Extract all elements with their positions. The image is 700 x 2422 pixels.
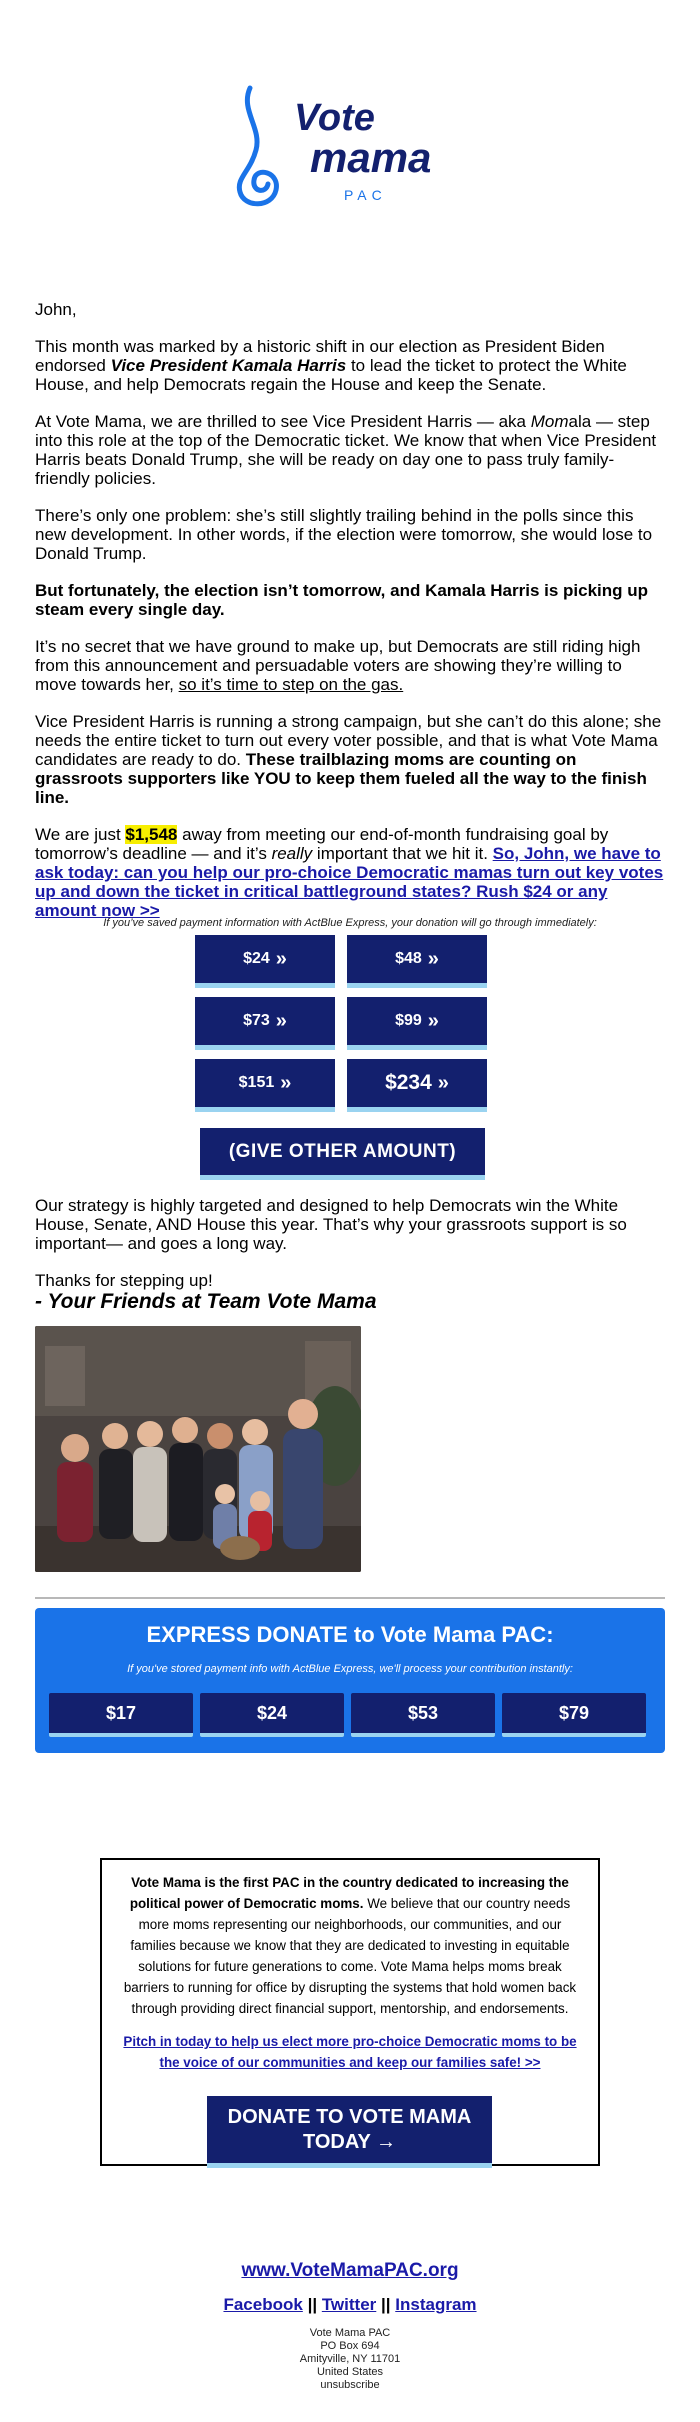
paragraph-4: But fortunately, the election isn’t tomorrow, and Kamala Harris is picking up steam every single day. (35, 581, 649, 619)
double-chevron-icon: » (437, 1071, 449, 1094)
donate-73-button[interactable]: $73 » (195, 997, 335, 1050)
signature: - Your Friends at Team Vote Mama (35, 1290, 377, 1313)
facebook-link[interactable]: Facebook (223, 2295, 303, 2314)
express-donate-17-button[interactable]: $17 (49, 1693, 193, 1737)
paragraph-6: Vice President Harris is running a strong campaign, but she can’t do this alone; she needs the entire ticket to turn out every voter possible, and that is what Vote Mama candidates are ready to do. These trailblazing moms are counting on grassroots supporters like YOU to keep them fueled all the way to the finish line. (35, 712, 662, 807)
double-chevron-icon: » (275, 947, 287, 970)
donate-151-button[interactable]: $151 » (195, 1059, 335, 1112)
express-donate-box (35, 1608, 665, 1753)
about-text: Vote Mama is the first PAC in the country dedicated to increasing the political power of Democratic moms. We believe that our country needs more moms representing our neighborhoods, our communities, and our families because we know that they are dedicated to investing in equitable solutions for future generations to come. Vote Mama helps moms break barriers to running for office by disrupting the systems that hold women back through providing direct financial support, mentorship, and endorsements. (123, 1875, 577, 2016)
closing-paragraph: Our strategy is highly targeted and designed to help Democrats win the White House, Senate, AND House this year. That’s why your grassroots support is so important— and goes a long way. (35, 1196, 627, 1253)
express-donate-79-button[interactable]: $79 (502, 1693, 646, 1737)
address-line: PO Box 694 (320, 2340, 380, 2352)
social-links (0, 2295, 700, 2315)
paragraph-5: It’s no secret that we have ground to make up, but Democrats are still riding high from this announcement and persuadable voters are showing they’re willing to move towards her, so it’s time to step on the gas. (35, 637, 641, 694)
double-chevron-icon: » (427, 947, 439, 970)
address-line: Vote Mama PAC (309, 2327, 391, 2339)
express-donate-note: If you've stored payment info with ActBlue Express, we'll process your contribution instantly: (127, 1663, 573, 1675)
unsubscribe-link[interactable]: unsubscribe (320, 2379, 380, 2391)
swirl-icon (239, 88, 276, 204)
express-donate-title: EXPRESS DONATE to Vote Mama PAC: (146, 1622, 554, 1647)
closing-section (35, 1196, 665, 1332)
twitter-link[interactable]: Twitter (321, 2295, 377, 2314)
goal-amount-highlight: $1,548 (125, 825, 178, 844)
website-link[interactable]: www.VoteMamaPAC.org (241, 2260, 459, 2281)
paragraph-3: There’s only one problem: she’s still slightly trailing behind in the polls since this new development. In other words, if the election were tomorrow, she would lose to Donald Trump. (35, 506, 653, 563)
actblue-note: If you’ve saved payment information with ActBlue Express, your donation will go through immediately: (103, 917, 597, 929)
group-photo-illustration (35, 1326, 361, 1572)
letter-body (35, 300, 665, 938)
rush-donation-link[interactable]: So, John, we have to ask today: can you help our pro-choice Democratic mamas turn out key votes up and down the ticket in critical battleground states? Rush $24 or any amount now >> (35, 844, 664, 920)
kamala-harris-emphasis: Vice President Kamala Harris (110, 356, 347, 375)
double-chevron-icon: » (280, 1071, 292, 1094)
vote-mama-logo (232, 80, 472, 220)
donate-99-button[interactable]: $99 » (347, 997, 487, 1050)
logo-word-mama: mama (310, 134, 432, 181)
donate-to-vote-mama-button[interactable]: DONATE TO VOTE MAMA TODAY → (207, 2096, 492, 2168)
group-photo (35, 1326, 361, 1572)
separator: || (381, 2295, 391, 2314)
donate-234-button[interactable]: $234 » (347, 1059, 487, 1112)
address-line: Amityville, NY 11701 (299, 2353, 401, 2365)
donate-48-button[interactable]: $48 » (347, 935, 487, 988)
paragraph-7: We are just $1,548 away from meeting our end-of-month fundraising goal by tomorrow’s deadline — and it’s really important that we hit it. So, John, we have to ask today: can you help our pro-choice Democratic mamas turn out key votes up and down the ticket in critical battleground states? Rush $24 or any amount now >> (35, 825, 664, 920)
donate-24-button[interactable]: $24 » (195, 935, 335, 988)
logo-word-vote: Vote (294, 97, 375, 139)
section-divider (35, 1597, 665, 1599)
double-chevron-icon: » (275, 1009, 287, 1032)
website-link-row (0, 2260, 700, 2282)
logo-graphic (232, 80, 472, 220)
double-chevron-icon: » (427, 1009, 439, 1032)
instagram-link[interactable]: Instagram (395, 2295, 477, 2314)
address-line: United States (316, 2366, 384, 2378)
pitch-in-link[interactable]: Pitch in today to help us elect more pro-choice Democratic moms to be the voice of our communities and keep our families safe! >> (123, 2034, 577, 2070)
separator: || (307, 2295, 318, 2314)
express-donate-53-button[interactable]: $53 (351, 1693, 495, 1737)
paragraph-1: This month was marked by a historic shift in our election as President Biden endorsed Vice President Kamala Harris to lead the ticket to protect the White House, and help Democrats regain the House and keep the Senate. (35, 337, 627, 394)
give-other-amount-button[interactable]: (GIVE OTHER AMOUNT) (200, 1128, 485, 1180)
logo-word-pac: PAC (344, 187, 387, 203)
greeting: John, (35, 300, 77, 319)
mailing-address (0, 2327, 700, 2392)
about-vote-mama-box (100, 1858, 600, 2166)
paragraph-2: At Vote Mama, we are thrilled to see Vice President Harris — aka Momala — step into this role at the top of the Democratic ticket. We know that when Vice President Harris beats Donald Trump, she will be ready on day one to pass truly family-friendly policies. (35, 412, 657, 488)
express-donate-24-button[interactable]: $24 (200, 1693, 344, 1737)
thanks-line: Thanks for stepping up! (35, 1271, 213, 1290)
